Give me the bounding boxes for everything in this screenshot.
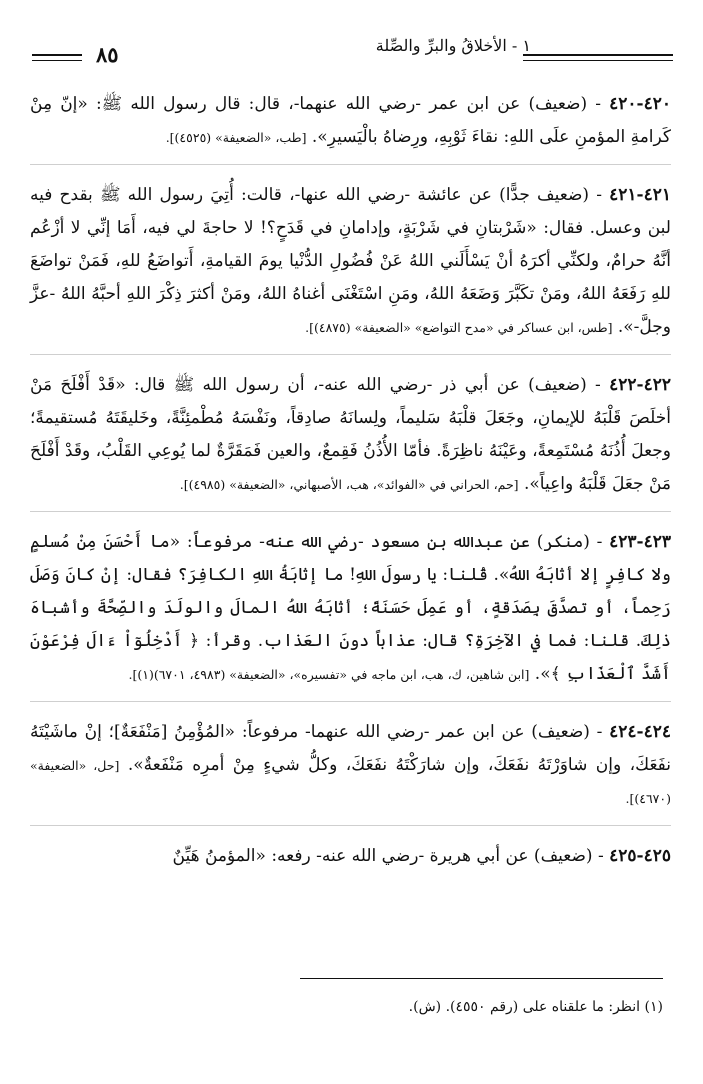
hadith-source: [حم، الحراني في «الفوائد»، هب، الأصبهاني، «الضعيفة» (٤٩٨٥)]. bbox=[179, 477, 519, 492]
hadith-entry bbox=[30, 369, 671, 512]
hadith-source: [حل، «الضعيفة» (٤٦٧٠)]. bbox=[30, 758, 671, 806]
hadith-entry bbox=[30, 526, 671, 702]
hadith-source: [طب، «الضعيفة» (٤٥٢٥)]. bbox=[165, 130, 307, 145]
hadith-text: - (ضعيف) عن ابن عمر -رضي الله عنهما- مرفوعاً: «المُؤْمِنُ [مَنْفَعَةٌ]؛ إنْ ماشَيْتَهُ نفَعَكَ، وإن شاوَرْتَهُ نفَعَكَ، وإن شارَكْتَهُ نفَعَكَ، وكلُّ شيءٍ مِنْ أمرِه مَنْفَعةٌ». bbox=[30, 722, 671, 775]
header-rule-right bbox=[523, 54, 673, 61]
hadith-source: [ابن شاهين، ك، هب، ابن ماجه في «تفسيره»، «الضعيفة» (٤٩٨٣، ٦٧٠١)(١)]. bbox=[128, 667, 530, 682]
footnote: (١) انظر: ما علقناه على (رقم ٤٥٥٠). (ش). bbox=[408, 999, 663, 1015]
hadith-text: - (ضعيف) عن ابن عمر -رضي الله عنهما-، قال: قال رسول الله ﷺ: «إنّ مِنْ كَرامةِ المؤمنِ علَى اللهِ: نقاءَ ثَوْبِهِ، ورِضاهُ بالْيَسيرِ». bbox=[30, 94, 671, 147]
chapter-title: ١ - الأخلاقُ والبرِّ والصِّلة bbox=[375, 36, 531, 55]
hadith-number: ٤٢٤-٤٢٤ bbox=[609, 722, 671, 742]
header-rule-left bbox=[32, 54, 82, 61]
hadith-number: ٤٢٥-٤٢٥ bbox=[609, 846, 671, 866]
hadith-entry bbox=[30, 716, 671, 826]
page-number: ٨٥ bbox=[96, 42, 119, 67]
hadith-text: - (منكر) عن عبدالله بن مسعود -رضي الله عنه- مرفوعاً: «ما أَحْسَنَ مِنْ مُسلمٍ ولا كافِرٍ إلا أثابَهُ اللهُ». قُلنا: يا رسولَ اللهِ! ما إثابَةُ اللهِ الكافِرَ؟ فقال: إنْ كانَ وَصَلَ رَحِماً، أو تصدَّقَ بِصَدَقةٍ، أو عَمِلَ حَسَنَةً؛ أثابَهُ اللهُ المالَ والولَدَ والصِّحَّةَ وأشباهَ ذلِكَ. قلنا: فما في الآخِرَةِ؟ قال: عذاباً دونَ العَذاب. وقرأ: ﴿ أَدْخِلُوٓاْ ءَالَ فِرْعَوْنَ أَشَدَّ ٱلْعَذَابِ ﴾». bbox=[30, 532, 671, 684]
hadith-text: - (ضعيف) عن أبي هريرة -رضي الله عنه- رفعه: «المؤمنُ هَيِّنٌ bbox=[172, 846, 610, 866]
hadith-source: [طس، ابن عساكر في «مدح التواضع» «الضعيفة» (٤٨٧٥)]. bbox=[305, 320, 613, 335]
hadith-number: ٤٢١-٤٢١ bbox=[609, 185, 671, 205]
footnote-divider bbox=[300, 978, 663, 979]
hadith-entry bbox=[30, 88, 671, 165]
page-header bbox=[32, 28, 673, 68]
hadith-list bbox=[30, 88, 671, 897]
hadith-number: ٤٢٠-٤٢٠ bbox=[609, 94, 671, 114]
hadith-text: - (ضعيف) عن أبي ذر -رضي الله عنه-، أن رسول الله ﷺ قال: «قَدْ أَفْلَحَ مَنْ أخلَصَ قَلْبَهُ للإيمانِ، وجَعَلَ قلْبَهُ سَليماً، ولِسانَهُ صادِقاً، ونَفْسَهُ مُطْمئِنَّةً، وخَليقَتَهُ مُستقيمةً؛ وجعلَ أُذُنَهُ مُسْتَمِعةً، وعَيْنَهُ ناظِرَةً. فأمّا الأُذُنُ فَقِمعٌ، والعين فَمَقَرَّةٌ لما يُوعِي القَلْبُ، وقَدْ أَفْلَحَ مَنْ جعَلَ قَلْبَهُ واعِياً». bbox=[30, 375, 671, 494]
hadith-number: ٤٢٢-٤٢٢ bbox=[609, 375, 671, 395]
hadith-entry bbox=[30, 179, 671, 355]
hadith-entry bbox=[30, 840, 671, 883]
hadith-number: ٤٢٣-٤٢٣ bbox=[609, 532, 671, 552]
hadith-text: - (ضعيف جدًّا) عن عائشة -رضي الله عنها-، قالت: أُتِيَ رسول الله ﷺ بقدح فيه لبن وعسل. فقال: «شَرْبتانِ في شَرْبَةٍ، وإدامانِ في قَدَحٍ؟! لا حاجةَ لي فيه، أَمَا إنِّي لا أزْعُم أنَّهُ حرامٌ، ولكنِّي أكرَهُ أنْ يَسْأَلَني اللهُ عَنْ فُضُولِ الدُّنْيا يومَ القيامةِ، أَتواضَعُ للهِ، فَمَنْ تواضَعَ للهِ رَفَعَهُ اللهُ، ومَنْ تكَبَّرَ وَضَعَهُ اللهُ، ومَنِ اسْتَغْنَى أغناهُ اللهُ، ومَنْ أكثرَ ذِكْرَ اللهِ أحبَّهُ اللهُ -عزَّ وجلَّ-». bbox=[30, 185, 671, 337]
